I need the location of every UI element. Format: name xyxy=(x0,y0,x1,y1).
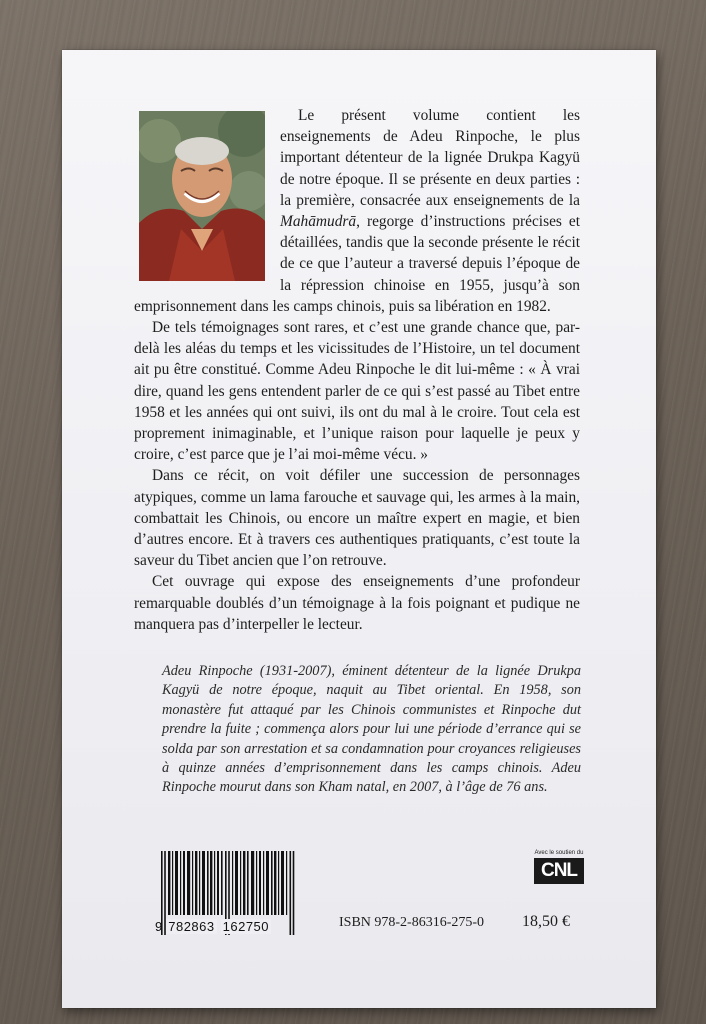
barcode-digits xyxy=(155,912,301,934)
summary-paragraph-4: Cet ouvrage qui expose des enseignements d’une profondeur remarquable doublés d’un témoignage à la fois poignant et pudique ne manquera pas d’interpeller le lecteur. xyxy=(134,573,580,633)
price-label: 18,50 € xyxy=(522,913,570,930)
summary-p1-part-b: , regorge d’instructions précises et détaillées, tandis que la seconde présente le récit de ce que l’auteur a traversé depuis l’époque de la répression chinoise en 1955, jusqu’à son emprisonnement dans les camps chinois, puis sa libération en 1982. xyxy=(134,213,580,315)
book-back-cover xyxy=(62,50,656,1008)
photo-text-wrap-spacer xyxy=(134,105,280,295)
isbn-number: ISBN 978-2-86316-275-0 xyxy=(339,915,485,930)
cnl-caption: Avec le soutien du xyxy=(534,850,584,856)
barcode-digit-group-1: 782863 xyxy=(168,919,215,934)
summary-paragraph-3: Dans ce récit, on voit défiler une succession de personnages atypiques, comme un lama farouche et sauvage qui, les armes à la main, combattait les Chinois, ou encore un maître expert en magie, et bien d’autres encore. Et à travers ces authentiques pratiquants, c’est toute la saveur du Tibet ancien que l’on retrouve. xyxy=(134,467,580,570)
barcode-digit-first: 9 xyxy=(155,919,163,934)
cnl-logo-icon xyxy=(534,850,584,890)
summary-text xyxy=(134,105,580,635)
summary-p1-part-a: Le présent volume contient les enseignements de Adeu Rinpoche, le plus important détenteur de la lignée Drukpa Kagyü de notre époque. Il se présente en deux parties : la première, consacrée aux enseignements de la xyxy=(280,107,580,209)
barcode-digit-group-2: 162750 xyxy=(222,919,270,934)
author-biography: Adeu Rinpoche (1931-2007), éminent détenteur de la lignée Drukpa Kagyü de notre époque, naquit au Tibet oriental. En 1958, son monastère fut attaqué par les Chinois communistes et Rinpoche dut prendre la fuite ; commença alors pour lui une période d’errance qui se solda par son arrestation et sa condamnation pour croyances religieuses à quinze années d’emprisonnement dans les camps chinois. Adeu Rinpoche mourut dans son Kham natal, en 2007, à l’âge de 76 ans. xyxy=(162,663,581,796)
cnl-logo-text: CNL xyxy=(534,858,584,884)
summary-paragraph-2: De tels témoignages sont rares, et c’est une grande chance que, par-delà les aléas du temps et les vicissitudes de l’Histoire, un tel document ait pu être constitué. Comme Adeu Rinpoche le dit lui-même : « À vrai dire, quand les gens entendent parler de ce qui s’est passé au Tibet entre 1958 et les années qui ont suivi, ils ont du mal à le croire. Tout cela est proprement inimaginable, et l’unique raison pour laquelle je peux y croire, c’est parce que je l’ai moi-même vécu. » xyxy=(134,319,580,464)
summary-p1-emphasis: Mahāmudrā xyxy=(280,213,357,231)
